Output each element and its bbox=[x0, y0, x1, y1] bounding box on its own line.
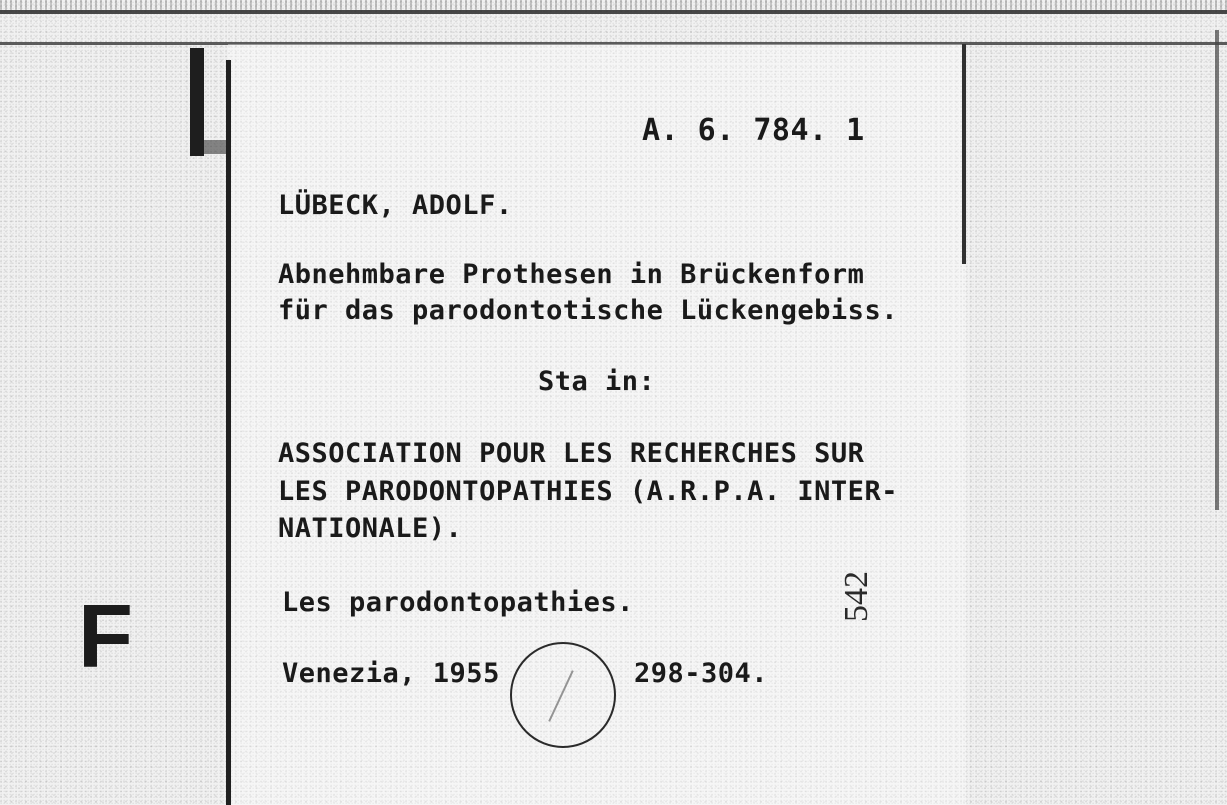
top-edge-stripe bbox=[0, 0, 1227, 10]
card-right-edge bbox=[962, 44, 966, 264]
card-clip bbox=[190, 48, 204, 156]
clip-shadow bbox=[204, 140, 226, 154]
organization-line-1: ASSOCIATION POUR LES RECHERCHES SUR bbox=[278, 438, 865, 469]
stamp-mark bbox=[548, 670, 573, 722]
organization-line-3: NATIONALE). bbox=[278, 513, 463, 544]
catalog-number: A. 6. 784. 1 bbox=[642, 113, 865, 148]
top-border-line bbox=[0, 10, 1227, 14]
drawer-letter: F bbox=[78, 587, 133, 687]
stamp-number: 542 bbox=[838, 571, 875, 622]
circular-stamp bbox=[510, 642, 616, 748]
title-line-1: Abnehmbare Prothesen in Brückenform bbox=[278, 259, 865, 290]
organization-line-2: LES PARODONTOPATHIES (A.R.P.A. INTER- bbox=[278, 476, 898, 507]
right-frame-edge bbox=[1215, 30, 1219, 510]
imprint-place-year: Venezia, 1955 bbox=[282, 658, 500, 689]
author-name: LÜBECK, ADOLF. bbox=[278, 190, 513, 221]
title-line-2: für das parodontotische Lückengebiss. bbox=[278, 295, 898, 326]
publication-title: Les parodontopathies. bbox=[282, 587, 634, 618]
card-left-edge bbox=[226, 60, 231, 805]
in-label: Sta in: bbox=[538, 366, 656, 397]
page-range: 298-304. bbox=[634, 658, 769, 689]
